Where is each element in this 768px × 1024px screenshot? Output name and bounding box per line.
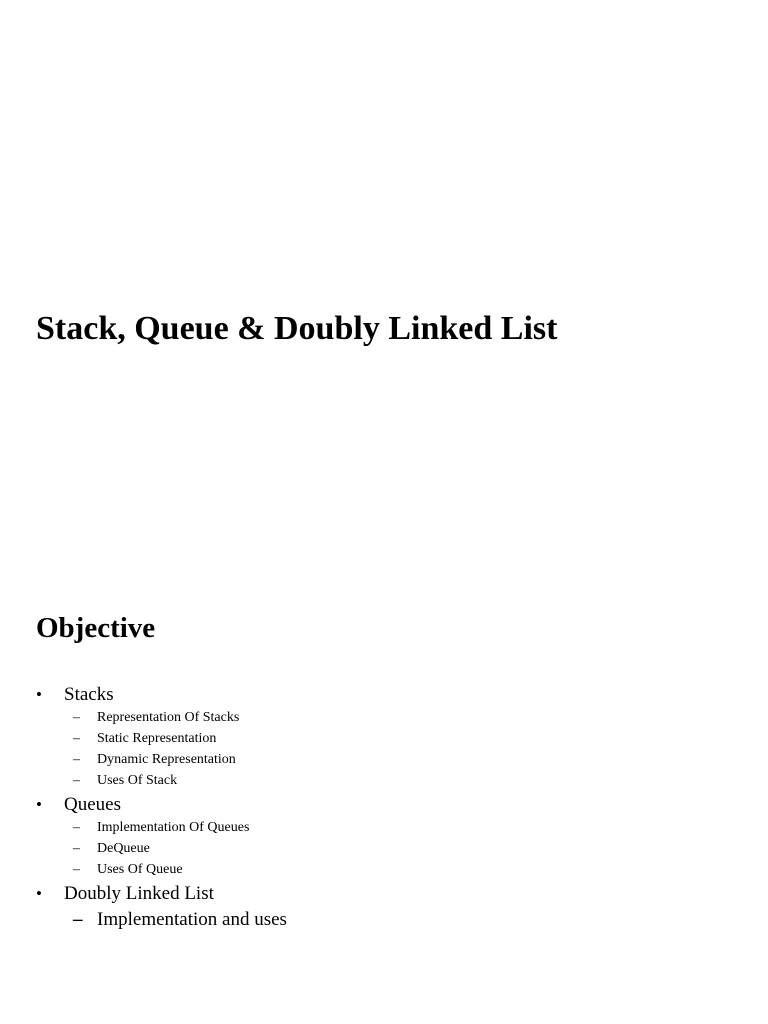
topic-label: Doubly Linked List [64, 883, 214, 904]
dash-icon: – [73, 820, 80, 835]
subtopic-list [36, 707, 736, 791]
subtopic-item [36, 838, 736, 859]
dash-icon: – [73, 773, 80, 788]
dash-icon: – [73, 710, 80, 725]
bullet-icon: • [36, 884, 42, 903]
subtopic-label: Static Representation [97, 731, 217, 746]
subtopic-label: Implementation and uses [97, 909, 287, 930]
subtopic-item [36, 770, 736, 791]
dash-icon: – [73, 909, 83, 930]
objective-heading: Objective [36, 612, 156, 644]
subtopic-item [36, 728, 736, 749]
topic-queues [36, 793, 736, 880]
topic-label: Stacks [64, 684, 114, 705]
subtopic-list [36, 906, 736, 933]
subtopic-label: DeQueue [97, 841, 150, 856]
subtopic-item [36, 749, 736, 770]
document-title: Stack, Queue & Doubly Linked List [36, 310, 558, 347]
bullet-icon: • [36, 685, 42, 704]
dash-icon: – [73, 841, 80, 856]
subtopic-item [36, 859, 736, 880]
subtopic-label: Uses Of Stack [97, 773, 178, 788]
objective-outline [36, 683, 736, 935]
bullet-icon: • [36, 795, 42, 814]
dash-icon: – [73, 731, 80, 746]
subtopic-item [36, 817, 736, 838]
subtopic-label: Implementation Of Queues [97, 820, 250, 835]
subtopic-label: Uses Of Queue [97, 862, 183, 877]
dash-icon: – [73, 752, 80, 767]
subtopic-label: Representation Of Stacks [97, 710, 240, 725]
dash-icon: – [73, 862, 80, 877]
subtopic-item [36, 906, 736, 933]
subtopic-label: Dynamic Representation [97, 752, 236, 767]
subtopic-list [36, 817, 736, 880]
subtopic-item [36, 707, 736, 728]
topic-doubly-linked-list [36, 882, 736, 933]
topic-label: Queues [64, 794, 121, 815]
topic-stacks [36, 683, 736, 791]
